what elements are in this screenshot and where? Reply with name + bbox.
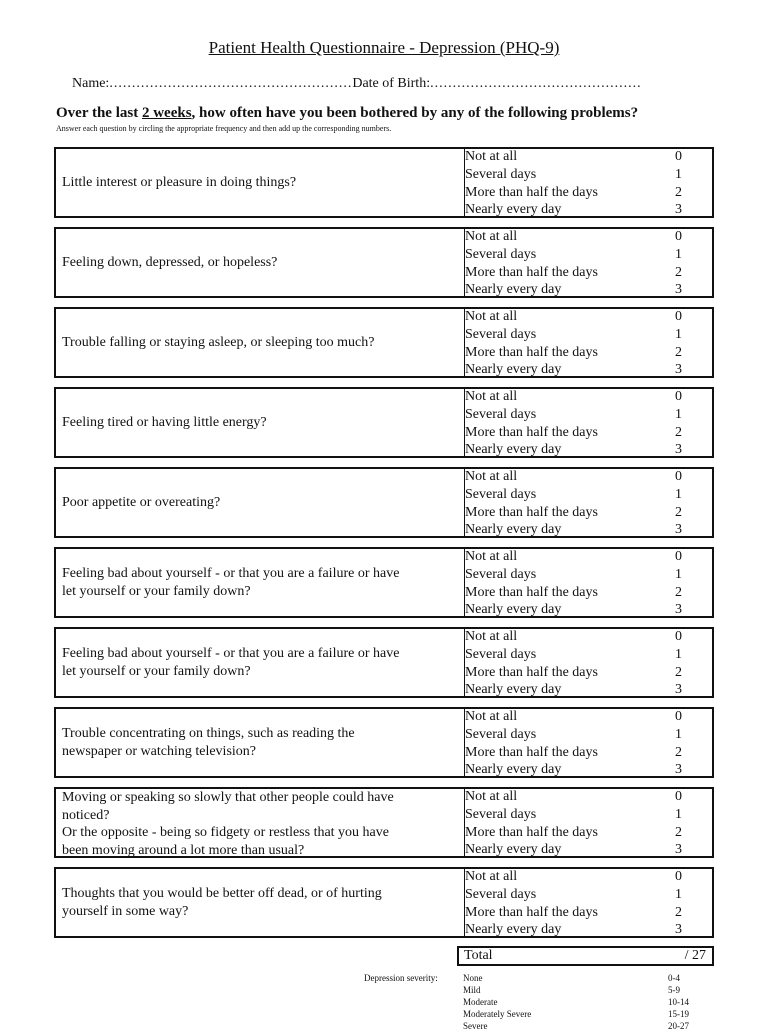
severity-level-range: 15-19 [668, 1009, 689, 1019]
answer-option[interactable] [465, 744, 712, 762]
question-line: Trouble concentrating on things, such as reading the [62, 726, 355, 741]
answer-option-label: Several days [465, 166, 537, 182]
answer-option-label: More than half the days [465, 584, 598, 600]
question-row [54, 387, 714, 458]
answer-option-label: Several days [465, 566, 537, 582]
question-text [62, 709, 450, 776]
answer-option[interactable] [465, 868, 712, 886]
total-box [457, 946, 714, 966]
question-row [54, 867, 714, 938]
answer-option[interactable] [465, 326, 712, 344]
severity-level-name: Severe [463, 1021, 488, 1031]
answer-option-label: Not at all [465, 389, 518, 404]
answer-options [464, 309, 712, 376]
answer-option[interactable] [465, 824, 712, 842]
question-line: been moving around a lot more than usual? [62, 842, 305, 858]
question-line: noticed? [62, 807, 110, 823]
answer-option-score: 2 [675, 504, 682, 520]
question-text [62, 869, 450, 936]
severity-level-name: Moderate [463, 997, 498, 1007]
answer-option-score: 1 [675, 646, 682, 662]
answer-option-score: 3 [675, 682, 682, 698]
dob-field[interactable]: ............................................... [430, 76, 642, 91]
answer-option-score: 0 [675, 229, 682, 244]
answer-option-score: 0 [675, 389, 682, 404]
answer-option-label: Not at all [465, 789, 518, 804]
question-line: Thoughts that you would be better off dead, or of hurting [62, 886, 382, 901]
answer-option[interactable] [465, 566, 712, 584]
answer-option-score: 3 [675, 362, 682, 378]
question-line: yourself in some way? [62, 903, 189, 919]
answer-option[interactable] [465, 424, 712, 442]
answer-option-label: Nearly every day [465, 442, 562, 458]
answer-option-score: 2 [675, 904, 682, 920]
answer-option[interactable] [465, 904, 712, 922]
answer-option-label: Nearly every day [465, 202, 562, 218]
answer-option[interactable] [465, 886, 712, 904]
severity-row [463, 1021, 703, 1033]
answer-options [464, 789, 712, 856]
answer-option[interactable] [465, 788, 712, 806]
answer-option-score: 2 [675, 744, 682, 760]
answer-option[interactable] [465, 761, 712, 779]
question-text [62, 789, 450, 856]
answer-option-label: Several days [465, 886, 537, 902]
answer-option[interactable] [465, 521, 712, 539]
answer-option-score: 1 [675, 806, 682, 822]
answer-option-label: Not at all [465, 629, 518, 644]
answer-option-label: Several days [465, 326, 537, 342]
question-row [54, 467, 714, 538]
answer-option[interactable] [465, 246, 712, 264]
instruction-suffix: , how often have you been bothered by any of the following problems? [191, 105, 639, 121]
answer-option-label: More than half the days [465, 664, 598, 680]
severity-row [463, 997, 703, 1009]
answer-option-label: Several days [465, 406, 537, 422]
severity-level-name: None [463, 973, 483, 983]
answer-option-label: Nearly every day [465, 922, 562, 938]
answer-option-score: 1 [675, 886, 682, 902]
patient-info-line [72, 76, 642, 92]
question-line: let yourself or your family down? [62, 583, 251, 599]
answer-option-score: 1 [675, 246, 682, 262]
answer-option-score: 3 [675, 922, 682, 938]
question-line: Moving or speaking so slowly that other people could have [62, 790, 394, 805]
answer-option-score: 3 [675, 282, 682, 298]
answer-option[interactable] [465, 601, 712, 619]
answer-option-label: Not at all [465, 549, 518, 564]
answer-option[interactable] [465, 664, 712, 682]
answer-option[interactable] [465, 681, 712, 699]
answer-option-score: 1 [675, 726, 682, 742]
severity-level-range: 5-9 [668, 985, 680, 995]
answer-option-label: Nearly every day [465, 522, 562, 538]
question-line: Poor appetite or overeating? [62, 494, 221, 510]
answer-option[interactable] [465, 184, 712, 202]
dob-label: Date of Birth: [352, 76, 431, 91]
answer-option-label: Several days [465, 646, 537, 662]
answer-option-score: 2 [675, 584, 682, 600]
question-text [62, 549, 450, 616]
answer-option-label: More than half the days [465, 264, 598, 280]
answer-option-label: Several days [465, 246, 537, 262]
answer-option[interactable] [465, 921, 712, 939]
question-line: Feeling tired or having little energy? [62, 414, 267, 430]
question-line: let yourself or your family down? [62, 663, 251, 679]
name-label: Name: [72, 76, 110, 91]
answer-option-label: Nearly every day [465, 842, 562, 858]
answer-option-label: More than half the days [465, 824, 598, 840]
answer-option-score: 3 [675, 442, 682, 458]
answer-option-score: 3 [675, 602, 682, 618]
answer-option[interactable] [465, 806, 712, 824]
answer-option-label: More than half the days [465, 344, 598, 360]
answer-option-label: More than half the days [465, 424, 598, 440]
answer-options [464, 149, 712, 216]
answer-option-label: More than half the days [465, 904, 598, 920]
answer-option-score: 2 [675, 344, 682, 360]
answer-options [464, 389, 712, 456]
question-row [54, 547, 714, 618]
question-line: Little interest or pleasure in doing things? [62, 174, 297, 190]
severity-level-range: 0-4 [668, 973, 680, 983]
question-row [54, 627, 714, 698]
question-line: Or the opposite - being so fidgety or restless that you have [62, 825, 389, 840]
question-line: newspaper or watching television? [62, 743, 256, 759]
question-text [62, 389, 450, 456]
answer-option-score: 0 [675, 789, 682, 804]
answer-option-score: 3 [675, 842, 682, 858]
answer-option[interactable] [465, 646, 712, 664]
instruction-heading [56, 105, 638, 122]
question-text [62, 469, 450, 536]
answer-options [464, 709, 712, 776]
answer-options [464, 229, 712, 296]
answer-option-label: Nearly every day [465, 602, 562, 618]
severity-level-range: 10-14 [668, 997, 689, 1007]
question-row [54, 147, 714, 218]
answer-option[interactable] [465, 406, 712, 424]
answer-option-score: 2 [675, 184, 682, 200]
answer-option[interactable] [465, 841, 712, 859]
severity-row [463, 985, 703, 997]
answer-option-score: 1 [675, 486, 682, 502]
question-row [54, 307, 714, 378]
question-line: Feeling down, depressed, or hopeless? [62, 254, 278, 270]
severity-label: Depression severity: [364, 973, 438, 983]
name-field[interactable]: ...................................................... [109, 76, 353, 91]
severity-row [463, 1009, 703, 1021]
answer-option-label: Nearly every day [465, 282, 562, 298]
answer-option[interactable] [465, 548, 712, 566]
answer-option-score: 2 [675, 664, 682, 680]
question-row [54, 707, 714, 778]
answer-option-label: Nearly every day [465, 762, 562, 778]
answer-option-label: Several days [465, 486, 537, 502]
instruction-prefix: Over the last [56, 105, 142, 121]
answer-option[interactable] [465, 486, 712, 504]
question-line: Trouble falling or staying asleep, or sleeping too much? [62, 334, 375, 350]
answer-option-score: 1 [675, 326, 682, 342]
answer-option[interactable] [465, 228, 712, 246]
answer-option-score: 3 [675, 202, 682, 218]
question-text [62, 149, 450, 216]
answer-option[interactable] [465, 361, 712, 379]
answer-option[interactable] [465, 201, 712, 219]
answer-option-score: 0 [675, 149, 682, 164]
question-text [62, 309, 450, 376]
answer-option[interactable] [465, 344, 712, 362]
answer-option-score: 1 [675, 166, 682, 182]
answer-option-label: Not at all [465, 709, 518, 724]
page-title: Patient Health Questionnaire - Depression (PHQ-9) [208, 38, 560, 57]
answer-option-score: 0 [675, 869, 682, 884]
answer-option-score: 2 [675, 824, 682, 840]
answer-option-score: 2 [675, 264, 682, 280]
answer-option-label: Not at all [465, 469, 518, 484]
answer-option[interactable] [465, 166, 712, 184]
answer-option-label: Several days [465, 726, 537, 742]
answer-option[interactable] [465, 628, 712, 646]
answer-option[interactable] [465, 264, 712, 282]
answer-option-score: 0 [675, 309, 682, 324]
severity-level-name: Moderately Severe [463, 1009, 532, 1019]
answer-options [464, 869, 712, 936]
instruction-subtext: Answer each question by circling the appropriate frequency and then add up the corresponding numbers. [56, 124, 392, 133]
answer-options [464, 629, 712, 696]
answer-option-label: More than half the days [465, 504, 598, 520]
question-row [54, 227, 714, 298]
question-row [54, 787, 714, 858]
answer-option-label: Not at all [465, 229, 518, 244]
answer-option[interactable] [465, 504, 712, 522]
answer-option-label: Not at all [465, 869, 518, 884]
answer-options [464, 469, 712, 536]
severity-level-range: 20-27 [668, 1021, 689, 1031]
question-line: Feeling bad about yourself - or that you are a failure or have [62, 646, 400, 661]
answer-option-label: Nearly every day [465, 682, 562, 698]
answer-option-score: 1 [675, 406, 682, 422]
answer-option[interactable] [465, 726, 712, 744]
answer-option-score: 3 [675, 522, 682, 538]
answer-option[interactable] [465, 281, 712, 299]
answer-option-score: 0 [675, 629, 682, 644]
answer-option[interactable] [465, 148, 712, 166]
answer-option[interactable] [465, 708, 712, 726]
instruction-weeks: 2 weeks [141, 105, 192, 121]
total-value[interactable]: / 27 [684, 948, 706, 963]
answer-option[interactable] [465, 441, 712, 459]
severity-row [463, 973, 703, 985]
answer-option-score: 2 [675, 424, 682, 440]
severity-level-name: Mild [463, 985, 481, 995]
answer-option-label: Not at all [465, 309, 518, 324]
answer-option[interactable] [465, 468, 712, 486]
answer-option-score: 3 [675, 762, 682, 778]
question-text [62, 229, 450, 296]
answer-option[interactable] [465, 584, 712, 602]
answer-option-label: Not at all [465, 149, 518, 164]
answer-option-label: More than half the days [465, 184, 598, 200]
answer-option-score: 0 [675, 469, 682, 484]
answer-option-score: 0 [675, 709, 682, 724]
answer-option[interactable] [465, 388, 712, 406]
answer-option-label: Nearly every day [465, 362, 562, 378]
question-line: Feeling bad about yourself - or that you are a failure or have [62, 566, 400, 581]
answer-option[interactable] [465, 308, 712, 326]
total-label: Total [464, 948, 493, 963]
answer-options [464, 549, 712, 616]
answer-option-label: Several days [465, 806, 537, 822]
answer-option-score: 0 [675, 549, 682, 564]
question-text [62, 629, 450, 696]
answer-option-score: 1 [675, 566, 682, 582]
answer-option-label: More than half the days [465, 744, 598, 760]
